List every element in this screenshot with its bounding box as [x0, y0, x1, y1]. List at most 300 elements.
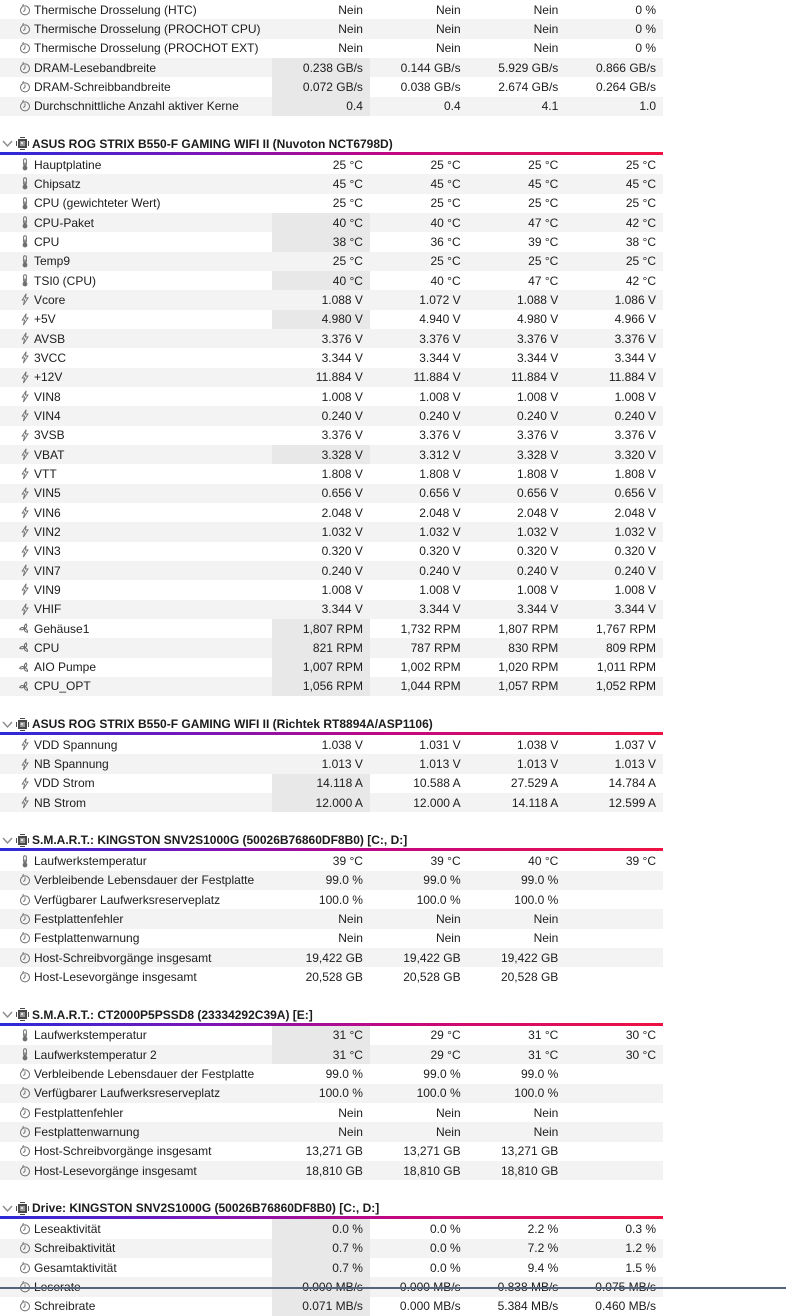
clock-icon [18, 1087, 31, 1100]
value-maximum: 1.032 V [516, 524, 559, 539]
value-average [565, 948, 663, 967]
value-average: 0.240 V [614, 408, 656, 423]
section-rows [0, 851, 663, 986]
thermometer-icon [18, 158, 31, 171]
lightning-icon [18, 545, 31, 558]
sensor-label: VHIF [34, 602, 62, 617]
value-maximum: 14.118 A [511, 795, 559, 810]
sensor-row[interactable] [0, 19, 663, 38]
sensor-label: Hauptplatine [34, 157, 102, 172]
sensor-label: NB Strom [34, 795, 87, 810]
value-current: 40 °C [272, 213, 370, 232]
chevron-down-icon[interactable] [0, 138, 15, 150]
value-average: 1.2 % [625, 1241, 656, 1256]
lightning-icon [18, 758, 31, 771]
value-current: 38 °C [272, 232, 370, 251]
sensor-row[interactable] [0, 271, 663, 290]
lightning-icon [18, 448, 31, 461]
sensor-row[interactable] [0, 39, 663, 58]
value-maximum: 7.2 % [527, 1241, 559, 1256]
sensor-label: +5V [34, 312, 56, 327]
section-rows [0, 1026, 663, 1181]
thermometer-icon [18, 274, 31, 287]
value-current: 0.0 % [272, 1219, 370, 1238]
value-current: 1.008 V [321, 389, 363, 404]
fan-icon [18, 680, 31, 693]
sensor-label: 3VSB [34, 428, 65, 443]
value-maximum: 0.320 V [516, 544, 559, 559]
value-current: 100.0 % [318, 1086, 363, 1101]
sensor-row[interactable] [0, 406, 663, 425]
value-maximum: 40 °C [528, 854, 559, 869]
lightning-icon [18, 796, 31, 809]
value-current: 19,422 GB [305, 950, 363, 965]
value-current: Nein [338, 2, 363, 17]
value-average: 3.376 V [614, 331, 656, 346]
sensor-label: VDD Spannung [34, 737, 118, 752]
value-current: 0.240 V [321, 563, 363, 578]
value-current: 14.118 A [272, 774, 370, 793]
clock-icon [18, 1145, 31, 1158]
value-current: 25 °C [332, 196, 363, 211]
sensor-row[interactable] [0, 1064, 663, 1083]
value-minimum: 0.656 V [419, 486, 461, 501]
sensor-label: VIN8 [34, 389, 61, 404]
sensor-row[interactable] [0, 677, 663, 696]
chip-icon [15, 718, 29, 730]
value-current: 1.808 V [321, 466, 363, 481]
section-rows [0, 1219, 663, 1316]
value-average: 0.656 V [614, 486, 656, 501]
clock-icon [18, 893, 31, 906]
sensor-label: VBAT [34, 447, 65, 462]
value-maximum: 25 °C [528, 157, 559, 172]
value-maximum: 100.0 % [514, 892, 559, 907]
sensor-row[interactable] [0, 426, 663, 445]
value-current: Nein [338, 41, 363, 56]
value-average: 11.884 V [608, 370, 656, 385]
clock-icon [18, 971, 31, 984]
value-minimum: 1.031 V [419, 737, 461, 752]
sensor-label: Temp9 [34, 254, 71, 269]
clock-icon [18, 1106, 31, 1119]
sensor-row[interactable] [0, 213, 663, 232]
value-current: 25 °C [332, 157, 363, 172]
sensor-row[interactable] [0, 484, 663, 503]
sensor-row[interactable] [0, 290, 663, 309]
value-maximum: Nein [533, 1105, 559, 1120]
value-minimum: Nein [435, 931, 461, 946]
sensor-row[interactable] [0, 1258, 663, 1277]
thermometer-icon [18, 255, 31, 268]
value-maximum: Nein [533, 21, 559, 36]
sensor-label: VIN4 [34, 408, 61, 423]
value-maximum: 45 °C [528, 176, 559, 191]
sensor-row[interactable] [0, 329, 663, 348]
value-average: 0.320 V [614, 544, 656, 559]
lightning-icon [18, 390, 31, 403]
value-maximum: 20,528 GB [500, 970, 559, 985]
value-maximum: 4.980 V [516, 312, 559, 327]
chip-icon [15, 834, 29, 846]
value-minimum: 40 °C [430, 215, 461, 230]
section-rows [0, 735, 663, 812]
clock-icon [18, 1164, 31, 1177]
value-minimum: 1.008 V [419, 389, 461, 404]
value-current: 2.048 V [321, 505, 363, 520]
sensor-row[interactable] [0, 542, 663, 561]
lightning-icon [18, 583, 31, 596]
clock-icon [18, 1261, 31, 1274]
sensor-row[interactable] [0, 580, 663, 599]
sensor-label: DRAM-Schreibbandbreite [34, 79, 171, 94]
section-header[interactable] [0, 135, 663, 152]
fan-icon [18, 661, 31, 674]
value-minimum: 11.884 V [413, 370, 461, 385]
sensor-row[interactable] [0, 174, 663, 193]
sensor-row[interactable] [0, 194, 663, 213]
sensor-label: CPU (gewichteter Wert) [34, 196, 161, 211]
value-maximum: 2.674 GB/s [498, 79, 559, 94]
sensor-label: DRAM-Lesebandbreite [34, 60, 157, 75]
value-maximum: 19,422 GB [500, 950, 559, 965]
chevron-down-icon[interactable] [0, 1009, 15, 1021]
sensor-section [0, 831, 663, 986]
value-maximum: 13,271 GB [500, 1144, 559, 1159]
clock-icon [18, 1126, 31, 1139]
value-current: 99.0 % [325, 873, 363, 888]
clock-icon [18, 1242, 31, 1255]
clock-icon [18, 951, 31, 964]
sensor-label: Festplattenfehler [34, 912, 124, 927]
value-current: 40 °C [272, 271, 370, 290]
sensor-label: Durchschnittliche Anzahl aktiver Kerne [34, 99, 239, 114]
sensor-row[interactable] [0, 1142, 663, 1161]
value-average: 1.008 V [614, 582, 656, 597]
lightning-icon [18, 313, 31, 326]
sensor-row[interactable] [0, 638, 663, 657]
clock-icon [18, 22, 31, 35]
sensor-row[interactable] [0, 561, 663, 580]
sensor-row[interactable] [0, 387, 663, 406]
lightning-icon [18, 487, 31, 500]
value-maximum: 0.240 V [516, 408, 559, 423]
sensor-label: CPU-Paket [34, 215, 95, 230]
value-minimum: Nein [435, 21, 461, 36]
value-current: 0.238 GB/s [272, 58, 370, 77]
lightning-icon [18, 429, 31, 442]
sensor-row[interactable] [0, 97, 663, 116]
sensor-row[interactable] [0, 871, 663, 890]
sensor-row[interactable] [0, 929, 663, 948]
thermometer-icon [18, 235, 31, 248]
lightning-icon [18, 506, 31, 519]
sensor-label: Host-Lesevorgänge insgesamt [34, 1163, 197, 1178]
value-minimum: 3.376 V [419, 331, 461, 346]
sensor-row[interactable] [0, 774, 663, 793]
value-minimum: 1,044 RPM [400, 679, 461, 694]
sensor-row[interactable] [0, 1239, 663, 1258]
thermometer-icon [18, 197, 31, 210]
value-maximum: Nein [533, 2, 559, 17]
value-average [565, 1142, 663, 1161]
value-average: 3.376 V [614, 428, 656, 443]
sensor-label: Leseaktivität [34, 1222, 101, 1237]
value-average: 0.460 MB/s [595, 1299, 656, 1314]
sensor-label: Thermische Drosselung (HTC) [34, 2, 197, 17]
value-maximum: Nein [533, 1125, 559, 1140]
sensor-row[interactable] [0, 368, 663, 387]
value-average [565, 1103, 663, 1122]
value-minimum: 0.144 GB/s [400, 60, 461, 75]
sensor-label: Gesamtaktivität [34, 1260, 117, 1275]
value-current: Nein [338, 1125, 363, 1140]
sensor-label: Verbleibende Lebensdauer der Festplatte [34, 873, 255, 888]
value-average: 3.320 V [614, 447, 656, 462]
sensor-row[interactable] [0, 1084, 663, 1103]
sensor-row[interactable] [0, 851, 663, 870]
value-maximum: 1,020 RPM [498, 660, 559, 675]
value-average [565, 1064, 663, 1083]
sensor-row[interactable] [0, 890, 663, 909]
thermometer-icon [18, 1048, 31, 1061]
sensor-row[interactable] [0, 793, 663, 812]
sensor-row[interactable] [0, 909, 663, 928]
sensor-row[interactable] [0, 600, 663, 619]
sensor-label: Host-Schreibvorgänge insgesamt [34, 1144, 212, 1159]
value-minimum: 3.344 V [419, 350, 461, 365]
value-maximum: 3.376 V [516, 331, 559, 346]
sensor-row[interactable] [0, 445, 663, 464]
value-maximum: 1.008 V [516, 389, 559, 404]
chip-icon [15, 138, 29, 150]
value-minimum: 45 °C [430, 176, 461, 191]
value-average: 1.037 V [614, 737, 656, 752]
clock-icon [18, 42, 31, 55]
value-maximum: 1,807 RPM [498, 621, 559, 636]
value-minimum: 25 °C [430, 157, 461, 172]
sensor-row[interactable] [0, 77, 663, 96]
sensor-label: Verfügbarer Laufwerksreserveplatz [34, 1086, 221, 1101]
value-minimum: 4.940 V [419, 312, 461, 327]
value-maximum: 0.656 V [516, 486, 559, 501]
sensor-row[interactable] [0, 503, 663, 522]
thermometer-icon [18, 177, 31, 190]
section-header[interactable] [0, 715, 663, 732]
sensor-row[interactable] [0, 1122, 663, 1141]
value-current: Nein [338, 931, 363, 946]
value-maximum: 99.0 % [520, 1067, 559, 1082]
sensor-section [0, 135, 663, 696]
value-current: 39 °C [332, 854, 363, 869]
section-title: Drive: KINGSTON SNV2S1000G (50026B76860DF8B0) [C:, D:] [32, 1201, 380, 1216]
value-average [565, 1084, 663, 1103]
sensor-label: AIO Pumpe [34, 660, 97, 675]
clock-icon [18, 932, 31, 945]
sensor-row[interactable] [0, 658, 663, 677]
value-average: 0.3 % [625, 1222, 656, 1237]
value-average [565, 1122, 663, 1141]
value-current: 0.7 % [272, 1258, 370, 1277]
value-minimum: Nein [435, 1105, 461, 1120]
value-maximum: 9.4 % [527, 1260, 559, 1275]
sensor-label: Verbleibende Lebensdauer der Festplatte [34, 1067, 255, 1082]
value-current: 31 °C [272, 1045, 370, 1064]
value-minimum: 2.048 V [419, 505, 461, 520]
value-minimum: 0.000 MB/s [399, 1299, 461, 1314]
sensor-row[interactable] [0, 1297, 663, 1316]
sensor-row[interactable] [0, 1045, 663, 1064]
section-rows [0, 155, 663, 696]
value-maximum: 1.088 V [516, 292, 559, 307]
sensor-label: Verfügbarer Laufwerksreserveplatz [34, 892, 221, 907]
chevron-down-icon[interactable] [0, 834, 15, 846]
sensor-row[interactable] [0, 735, 663, 754]
sensor-row[interactable] [0, 58, 663, 77]
window-bottom-border [0, 1287, 786, 1289]
clock-icon [18, 1068, 31, 1081]
fan-icon [18, 641, 31, 654]
value-current: 1.088 V [321, 292, 363, 307]
chevron-down-icon[interactable] [0, 718, 15, 730]
section-header[interactable] [0, 1199, 663, 1216]
value-minimum: 18,810 GB [403, 1163, 461, 1178]
value-maximum: 27.529 A [510, 776, 559, 791]
lightning-icon [18, 603, 31, 616]
value-maximum: 1.008 V [516, 582, 559, 597]
sensor-row[interactable] [0, 1219, 663, 1238]
sensor-label: VIN6 [34, 505, 61, 520]
sensor-row[interactable] [0, 464, 663, 483]
value-maximum: 18,810 GB [500, 1163, 559, 1178]
sensor-row[interactable] [0, 1026, 663, 1045]
value-average: 1.032 V [614, 524, 656, 539]
value-average: 1,052 RPM [595, 679, 656, 694]
chevron-down-icon[interactable] [0, 1202, 15, 1214]
sensor-label: CPU [34, 234, 60, 249]
sensor-row[interactable] [0, 522, 663, 541]
value-maximum: 31 °C [528, 1047, 559, 1062]
sensor-label: Gehäuse1 [34, 621, 90, 636]
value-current: 1.032 V [321, 524, 363, 539]
sensor-label: Laufwerkstemperatur [34, 854, 147, 869]
value-current: Nein [338, 21, 363, 36]
value-current: 1.013 V [321, 757, 363, 772]
sensor-label: +12V [34, 370, 63, 385]
value-minimum: 1.808 V [419, 466, 461, 481]
sensor-label: Festplattenwarnung [34, 931, 140, 946]
sensor-row[interactable] [0, 348, 663, 367]
value-average: 0.264 GB/s [595, 79, 656, 94]
section-header[interactable] [0, 1006, 663, 1023]
value-average: 42 °C [625, 215, 656, 230]
value-current: 1,807 RPM [272, 619, 370, 638]
sensor-row[interactable] [0, 310, 663, 329]
sensor-row[interactable] [0, 948, 663, 967]
value-current: 0.656 V [321, 486, 363, 501]
value-minimum: 0.0 % [429, 1260, 461, 1275]
value-average: 0 % [635, 2, 656, 17]
sensor-row[interactable] [0, 252, 663, 271]
value-minimum: 20,528 GB [403, 970, 461, 985]
value-maximum: 1.808 V [516, 466, 559, 481]
value-average [565, 890, 663, 909]
value-current: 1.008 V [321, 582, 363, 597]
sensor-label: Chipsatz [34, 176, 81, 191]
value-minimum: 0.240 V [419, 408, 461, 423]
value-current: 0.240 V [321, 408, 363, 423]
value-maximum: 11.884 V [511, 370, 559, 385]
value-average: 42 °C [625, 273, 656, 288]
clock-icon [18, 61, 31, 74]
clock-icon [18, 3, 31, 16]
sensor-row[interactable] [0, 232, 663, 251]
value-average: 1.808 V [614, 466, 656, 481]
value-maximum: 3.328 V [516, 447, 559, 462]
value-minimum: 3.376 V [419, 428, 461, 443]
sensor-row[interactable] [0, 754, 663, 773]
sensor-label: Host-Lesevorgänge insgesamt [34, 970, 197, 985]
sensor-section [0, 715, 663, 812]
sensor-label: VTT [34, 466, 57, 481]
value-minimum: 1.072 V [419, 292, 461, 307]
value-minimum: 36 °C [430, 234, 461, 249]
value-current: 100.0 % [318, 892, 363, 907]
value-minimum: 787 RPM [410, 640, 461, 655]
value-current: 3.344 V [321, 350, 363, 365]
lightning-icon [18, 332, 31, 345]
value-maximum: 1,057 RPM [498, 679, 559, 694]
value-maximum: 47 °C [528, 215, 559, 230]
thermometer-icon [18, 216, 31, 229]
sensor-label: Festplattenfehler [34, 1105, 124, 1120]
lightning-icon [18, 564, 31, 577]
value-average: 25 °C [625, 254, 656, 269]
sensor-label: Vcore [34, 292, 66, 307]
value-maximum: 99.0 % [520, 873, 559, 888]
value-minimum: 99.0 % [423, 1067, 461, 1082]
value-maximum: 830 RPM [508, 640, 559, 655]
value-current: 11.884 V [315, 370, 363, 385]
sensor-row[interactable] [0, 619, 663, 638]
sensor-row[interactable] [0, 967, 663, 986]
value-average: 0.866 GB/s [595, 60, 656, 75]
value-minimum: 0.0 % [429, 1241, 461, 1256]
section-title: S.M.A.R.T.: KINGSTON SNV2S1000G (50026B76860DF8B0) [C:, D:] [32, 833, 408, 848]
section-title: ASUS ROG STRIX B550-F GAMING WIFI II (Richtek RT8894A/ASP1106) [32, 717, 433, 732]
value-current: 3.376 V [321, 331, 363, 346]
value-maximum: 5.929 GB/s [498, 60, 559, 75]
value-maximum: 3.376 V [516, 428, 559, 443]
value-current: 31 °C [272, 1026, 370, 1045]
sensor-row[interactable] [0, 155, 663, 174]
section-header[interactable] [0, 831, 663, 848]
value-current: Nein [338, 912, 363, 927]
sensor-row[interactable] [0, 1161, 663, 1180]
value-average: 39 °C [625, 854, 656, 869]
sensor-row[interactable] [0, 0, 663, 19]
lightning-icon [18, 525, 31, 538]
value-current: 18,810 GB [305, 1163, 363, 1178]
sensor-label: Laufwerkstemperatur [34, 1028, 147, 1043]
value-current: 20,528 GB [305, 970, 363, 985]
value-current: 1,007 RPM [272, 658, 370, 677]
section-rows [0, 0, 663, 116]
value-current: 13,271 GB [305, 1144, 363, 1159]
value-average: 45 °C [625, 176, 656, 191]
sensor-row[interactable] [0, 1103, 663, 1122]
value-minimum: 0.4 [443, 99, 461, 114]
